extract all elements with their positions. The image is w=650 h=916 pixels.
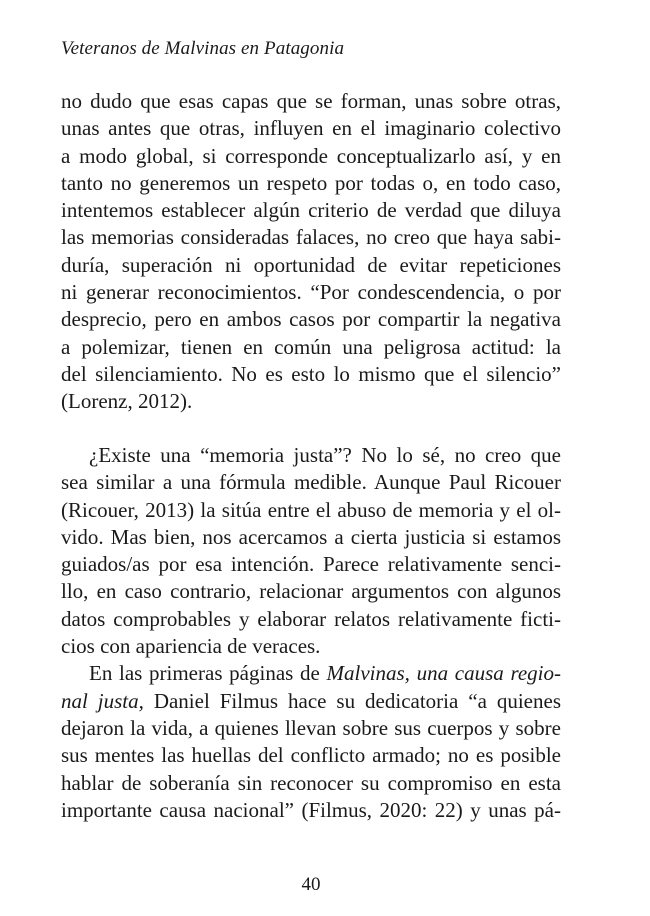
text-line: no dudo que esas capas que se forman, unas sobre otras, <box>61 89 561 113</box>
text-line: las memorias consideradas falaces, no creo que haya sabi- <box>61 225 561 250</box>
text-line: vido. Mas bien, nos acercamos a cierta justicia si estamos <box>61 524 561 549</box>
running-header: Veteranos de Malvinas en Patagonia <box>61 38 345 59</box>
text-line: tanto no generemos un respeto por todas o, en todo caso, <box>61 170 561 195</box>
text-line: (Ricouer, 2013) la sitúa entre el abuso de memoria y el ol- <box>61 497 561 522</box>
text-line: sea similar a una fórmula medible. Aunque Paul Ricouer <box>61 470 561 495</box>
paragraph-memoria-justa <box>61 442 561 824</box>
text-line: ¿Existe una “memoria justa”? No lo sé, no creo que <box>89 443 561 467</box>
text-line: a polemizar, tienen en común una peligrosa actitud: la <box>61 334 561 359</box>
text-line: (Lorenz, 2012). <box>61 389 193 414</box>
book-title-italic: nal justa, <box>61 688 144 713</box>
text-line: llo, en caso contrario, relacionar argumentos con algunos <box>61 579 561 604</box>
text-line <box>61 660 561 687</box>
text-line: datos comprobables y elaborar relatos relativamente ficti- <box>61 606 561 631</box>
text-line: duría, superación ni oportunidad de evitar repeticiones <box>61 252 561 277</box>
text-line <box>61 688 561 715</box>
text-line: guiados/as por esa intención. Parece relativamente senci- <box>61 552 561 577</box>
text-run: En las primeras páginas de <box>89 661 327 686</box>
text-line: desprecio, pero en ambos casos por compartir la negativa <box>61 307 561 332</box>
text-line: dejaron la vida, a quienes llevan sobre sus cuerpos y sobre <box>61 715 561 740</box>
text-line: importante causa nacional” (Filmus, 2020: 22) y unas pá- <box>61 797 561 822</box>
page-number: 40 <box>301 874 321 895</box>
text-line: intentemos establecer algún criterio de verdad que diluya <box>61 198 561 223</box>
text-line: cios con apariencia de veraces. <box>61 634 321 659</box>
text-line: hablar de soberanía sin reconocer su compromiso en esta <box>61 770 561 795</box>
text-line: sus mentes las huellas del conflicto armado; no es posible <box>61 743 561 768</box>
paragraph-continued <box>61 88 561 416</box>
text-line: a modo global, si corresponde conceptualizarlo así, y en <box>61 143 561 168</box>
book-title-italic: Malvinas, una causa regio- <box>326 661 562 686</box>
text-line: ni generar reconocimientos. “Por condescendencia, o por <box>61 280 561 305</box>
text-line: del silenciamiento. No es esto lo mismo que el silencio” <box>61 361 561 386</box>
text-line: unas antes que otras, influyen en el imaginario colectivo <box>61 116 561 141</box>
text-run: Daniel Filmus hace su dedicatoria “a quienes <box>143 688 561 713</box>
